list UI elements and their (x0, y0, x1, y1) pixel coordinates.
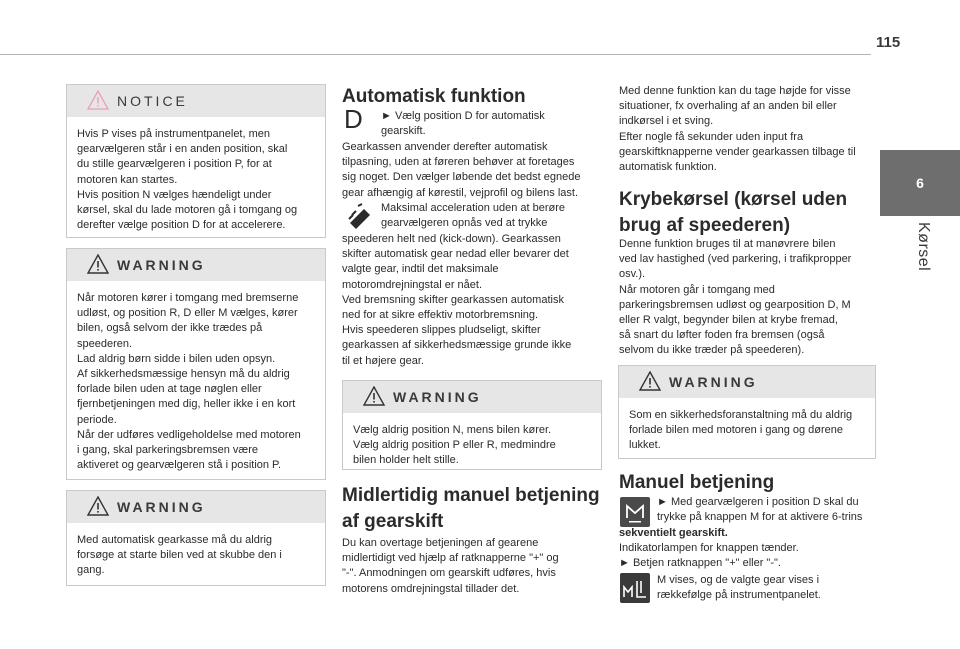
text-line: forlade bilen uden at tage nøglen eller (77, 383, 262, 396)
text-line: Når motoren kører i tomgang med bremserne (77, 292, 299, 304)
text-line: Når der udføres vedligeholdelse med motoren (77, 428, 301, 441)
warning-icon (87, 496, 109, 516)
text-line: Denne funktion bruges til at manøvrere bilen (619, 238, 836, 250)
right-intro (619, 84, 879, 175)
notice-icon (87, 90, 109, 110)
manual-intro (657, 495, 879, 525)
warning-box-1 (66, 248, 326, 480)
text-line: Af sikkerhedsmæssige hensyn må du aldrig (77, 368, 290, 381)
text-line: gearskift. (381, 125, 426, 138)
heading-temp-manual (342, 483, 600, 535)
kickdown-pedal-icon (346, 203, 374, 231)
warning-icon (363, 386, 385, 406)
notice-body (67, 117, 325, 233)
manual-body (619, 526, 879, 572)
text-line: derefter vælge position D for at accelerere. (77, 219, 286, 232)
text-line: eller R valgt, begynder bilen at krybe fremad, (619, 314, 838, 327)
warning-header (67, 249, 325, 281)
text-line: tilpasning, uden at føreren behøver at foretages (342, 156, 575, 169)
text-line: gearkassen af sikkerhedsmæssige grunde ikke (342, 339, 572, 352)
text-line: Når motoren går i tomgang med (619, 283, 775, 296)
warning-header (343, 381, 601, 413)
warning-title: WARNING (117, 257, 206, 273)
text-line: gearvælgeren opnås ved at trykke (381, 217, 548, 230)
text-line: motoromdrejningstal er nået. (342, 278, 483, 291)
text-line: M vises, og de valgte gear vises i (657, 574, 820, 586)
text-line: Lad aldrig børn sidde i bilen uden opsyn. (77, 352, 276, 365)
text-line: gear afhængig af kørestil, vejprofil og bilens last. (342, 186, 579, 199)
heading-creep (619, 187, 847, 239)
chapter-title: Kørsel (915, 222, 932, 272)
text-line: ► Med gearvælgeren i position D skal du (657, 496, 859, 508)
text-line: gang. (77, 564, 105, 577)
text-line: midlertidigt ved hjælp af ratknapperne "+" og (342, 552, 559, 565)
text-line: bilen holder helt stille. (353, 454, 459, 467)
text-line: Vælg aldrig position N, mens bilen kører. (353, 424, 552, 436)
heading-line: Krybekørsel (kørsel uden (619, 189, 848, 210)
text-line: gearvælgeren står i en anden position, skal (77, 143, 288, 156)
warning-body (343, 413, 601, 469)
text-line: motoren kan startes. (77, 173, 178, 186)
header-divider (0, 54, 871, 55)
heading-automatic: Automatisk funktion (342, 86, 526, 107)
text-line: selvom du ikke træder på speederen). (619, 344, 805, 357)
text-line: du stille gearvælgeren i position P, for at (77, 158, 272, 171)
heading-line: brug af speederen) (619, 215, 791, 236)
creep-body (619, 237, 879, 359)
heading-manual: Manuel betjening (619, 472, 775, 493)
warning-body (619, 398, 875, 454)
warning-title: WARNING (117, 499, 206, 515)
text-line: sekventielt gearskift. (619, 527, 728, 539)
text-line: motorens omdrejningstal tillader det. (342, 582, 520, 595)
text-line: "-". Anmodningen om gearskift udføres, hvis (342, 567, 556, 580)
text-line: Hvis speederen slippes pludseligt, skifter (342, 324, 541, 337)
notice-box (66, 84, 326, 238)
page-number: 115 (876, 34, 901, 51)
text-line: rækkefølge på instrumentpanelet. (657, 589, 821, 602)
text-line: indkørsel i et sving. (619, 115, 714, 128)
text-line: periode. (77, 413, 117, 426)
warning-body (67, 281, 325, 473)
text-line: forsøge at starte bilen ved at skubbe den i (77, 549, 282, 562)
warning-icon (639, 371, 661, 391)
text-line: Vælg aldrig position P eller R, medmindre (353, 439, 556, 452)
text-line: valgte gear, indtil det maksimale (342, 263, 499, 276)
text-line: forlade bilen med motoren i gang og dørene (629, 424, 844, 437)
text-line: fjernbetjeningen med dig, heller ikke i en kort (77, 398, 296, 411)
warning-title: WARNING (393, 389, 482, 405)
text-line: Du kan overtage betjeningen af gearene (342, 537, 539, 549)
chapter-number: 6 (916, 175, 924, 191)
text-line: Maksimal acceleration uden at berøre (381, 202, 566, 214)
text-line: osv.). (619, 268, 646, 281)
auto-body (342, 140, 604, 201)
text-line: Hvis position N vælges hændeligt under (77, 188, 272, 201)
warning-title: WARNING (669, 374, 758, 390)
notice-title: NOTICE (117, 93, 188, 109)
text-line: Med automatisk gearkasse må du aldrig (77, 534, 273, 546)
warning-header (619, 366, 875, 398)
text-line: Gearkassen anvender derefter automatisk (342, 141, 548, 153)
text-line: aktiveret og gearvælgeren stå i position P. (77, 459, 282, 472)
text-line: speederen. (77, 337, 133, 350)
warning-box-3 (342, 380, 602, 470)
auto-intro (381, 109, 601, 139)
warning-box-2 (66, 490, 326, 586)
text-line: udløst, og position R, D eller M vælges, kører (77, 307, 298, 320)
kickdown-intro (381, 201, 601, 231)
text-line: Ved bremsning skifter gearkassen automatisk (342, 293, 564, 306)
text-line: i gang, skal parkeringsbremsen være (77, 444, 258, 457)
chapter-tab[interactable] (880, 150, 960, 216)
text-line: lukket. (629, 439, 661, 452)
text-line: Hvis P vises på instrumentpanelet, men (77, 128, 270, 140)
text-line: ved lav hastighed (ved parkering, i trafikpropper (619, 253, 852, 266)
text-line: trykke på knappen M for at aktivere 6-trins (657, 511, 863, 524)
text-line: parkeringsbremsen udløst og gearposition D, M (619, 298, 851, 311)
heading-line: Midlertidig manuel betjening (342, 485, 600, 506)
text-line: Indikatorlampen for knappen tænder. (619, 542, 799, 555)
text-line: ► Vælg position D for automatisk (381, 110, 545, 122)
text-line: Efter nogle få sekunder uden input fra (619, 130, 804, 143)
text-line: skifter automatisk gear nedad eller bevarer det (342, 248, 569, 261)
text-line: kørsel, skal du lade motoren gå i tomgang og (77, 204, 298, 217)
m-button-icon (620, 497, 650, 527)
manual-display-text (657, 573, 879, 603)
text-line: Som en sikkerhedsforanstaltning må du aldrig (629, 409, 853, 421)
heading-line: af gearskift (342, 511, 444, 532)
text-line: til et højere gear. (342, 354, 424, 367)
manual-display-icon (620, 573, 650, 603)
text-line: sig noget. Den vælger løbende det bedst egnede (342, 171, 581, 184)
d-position-icon: D (344, 104, 363, 134)
temp-manual-body (342, 536, 604, 597)
warning-icon (87, 254, 109, 274)
text-line: automatisk funktion. (619, 161, 717, 174)
warning-body (67, 523, 325, 579)
text-line: situationer, fx overhaling af an anden bil eller (619, 100, 837, 113)
auto-body-2 (342, 232, 604, 369)
text-line: ned for at sikre effektiv motorbremsning. (342, 309, 539, 322)
text-line: Med denne funktion kan du tage højde for visse (619, 85, 851, 97)
warning-box-4 (618, 365, 876, 459)
warning-header (67, 491, 325, 523)
text-line: speederen helt ned (kick-down). Gearkassen (342, 233, 561, 245)
text-line: gearskiftknapperne vender gearkassen tilbage til (619, 145, 856, 158)
text-line: bilen, også selvom der ikke trædes på (77, 322, 263, 335)
notice-header (67, 85, 325, 117)
text-line: ► Betjen ratknappen "+" eller "-". (619, 557, 781, 570)
text-line: så snart du løfter foden fra bremsen (også (619, 329, 825, 342)
